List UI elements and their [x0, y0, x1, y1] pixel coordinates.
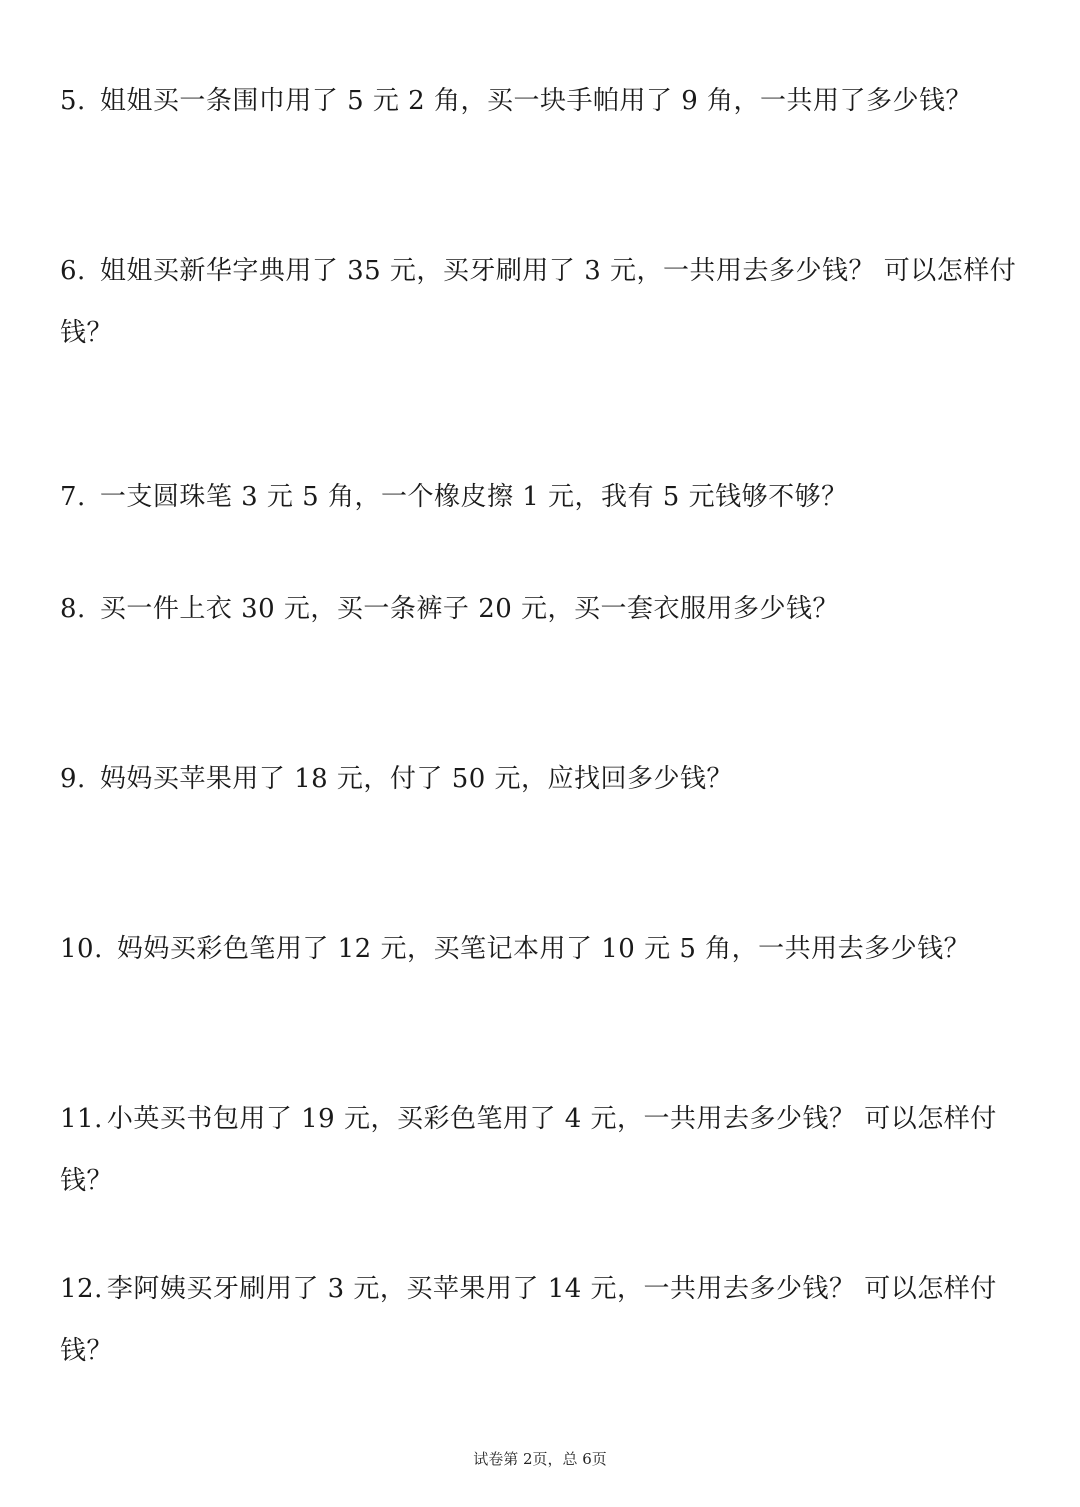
question-10	[60, 918, 1020, 980]
question-number: 5.	[60, 86, 86, 116]
question-number: 7.	[60, 482, 86, 512]
page-footer	[0, 1448, 1080, 1469]
question-text: 买一件上衣 30 元，买一条裤子 20 元，买一套衣服用多少钱？	[99, 594, 840, 624]
question-11	[60, 1088, 1020, 1212]
question-number: 10.	[60, 934, 103, 964]
question-number: 11.	[60, 1104, 103, 1134]
question-text: 妈妈买彩色笔用了 12 元，买笔记本用了 10 元 5 角，一共用去多少钱？	[116, 934, 971, 964]
question-number: 6.	[60, 256, 86, 286]
question-number: 8.	[60, 594, 86, 624]
question-text: 妈妈买苹果用了 18 元，付了 50 元，应找回多少钱？	[99, 764, 734, 794]
question-7	[60, 466, 1020, 528]
question-9	[60, 748, 1020, 810]
page-number-info: 试卷第 2页，总 6页	[473, 1450, 607, 1468]
question-number: 9.	[60, 764, 86, 794]
question-12	[60, 1258, 1020, 1382]
question-text: 一支圆珠笔 3 元 5 角，一个橡皮擦 1 元，我有 5 元钱够不够？	[99, 482, 848, 512]
question-text: 姐姐买新华字典用了 35 元，买牙刷用了 3 元，一共用去多少钱？ 可以怎样付钱？	[60, 256, 1017, 348]
question-number: 12.	[60, 1274, 103, 1304]
question-text: 姐姐买一条围巾用了 5 元 2 角，买一块手帕用了 9 角，一共用了多少钱？	[99, 86, 973, 116]
question-5	[60, 70, 1020, 132]
question-8	[60, 578, 1020, 640]
question-text: 小英买书包用了 19 元，买彩色笔用了 4 元，一共用去多少钱？ 可以怎样付钱？	[60, 1104, 997, 1196]
question-6	[60, 240, 1020, 364]
question-text: 李阿姨买牙刷用了 3 元，买苹果用了 14 元，一共用去多少钱？ 可以怎样付钱？	[60, 1274, 997, 1366]
